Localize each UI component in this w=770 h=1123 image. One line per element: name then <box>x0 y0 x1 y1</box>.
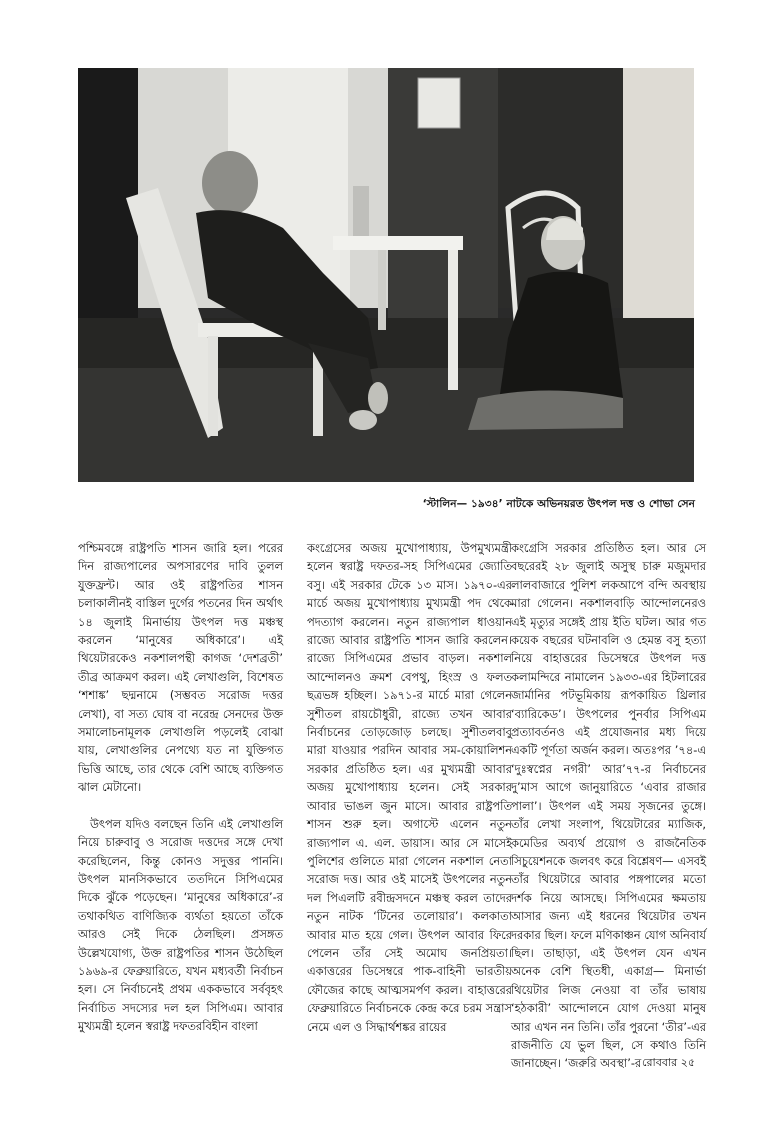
paragraph: কংগ্রেসি সরকার প্রতিষ্ঠিত হল। আর সে বছরেরই ২৮ জুলাই অসুস্থ চারু মজুমদার লালবাজারে পুলিশ লকআপে বন্দি অবস্থায় মারা গেলেন। নকশালবাড়ি আন্দোলনেরও এই মৃত্যুর সঙ্গেই প্রায় ইতি ঘটল। আর গত কয়েক বছরের ঘটনাবলি ও হেমন্ত বসু হত্যা নিয়ে বাহাত্তরের ডিসেম্বরে উৎপল দত্ত কলামন্দিরে নামালেন ১৯৩৩-এর হিটলারের জার্মানির পটভূমিকায় রূপকায়িত থ্রিলার ‘ব্যারিকেড’। উৎপলের পুনর্বার সিপিএম প্রত্যাবর্তনও এই প্রযোজনার মধ্য দিয়ে একটি পূর্ণতা অর্জন করল। অতঃপর ’৭৪-এ ‘দুঃস্বপ্নের নগরী’ আর’৭৭-র নির্বাচনের দু’মাস আগে জানুয়ারিতে ‘এবার রাজার পালা’। উৎপল এই সময় সৃজনের তুঙ্গে। তাঁর লেখা সংলাপ, থিয়েটারের ম্যাজিক, কমেডির অব্যর্থ প্রয়োগ ও রাজনৈতিক সিচুয়েশনকে জলবৎ করে বিশ্লেষণ— এসবই তাঁর থিয়েটারে আবার পঙ্গপালের মতো দর্শক নিয়ে আসছে। সিপিএমের ক্ষমতায় আসার জন্য এই ধরনের থিয়েটার তখন দরকার ছিল। ফলে মণিকাঞ্চন যোগ অনিবার্য ছিল। তাছাড়া, এই উৎপল যেন এখন অনেক বেশি স্থিতধী, একাগ্র— মিনার্ভা থিয়েটার লিজ নেওয়া বা তাঁর ভাষায় ‘হঠকারী’ আন্দোলনে যোগ দেওয়া মানুষ আর এখন নন তিনি। তাঁর পুরনো ‘তীর’-এর রাজনীতি যে ভুল ছিল, সে কথাও তিনি জানাচ্ছেন। ‘জরুরি অবস্থা’-র <box>511 541 706 1071</box>
text-column-1 <box>78 539 283 1036</box>
text-column-2 <box>307 539 512 1036</box>
stage-photo <box>78 68 694 482</box>
photo-caption: ‘স্টালিন— ১৯৩৪’ নাটকে অভিনয়রত উৎপল দত্ত ও শোভা সেন <box>422 498 695 510</box>
paragraph: কংগ্রেসের অজয় মুখোপাধ্যায়, উপমুখ্যমন্ত্রী হলেন স্বরাষ্ট্র দফতর-সহ সিপিএমের জ্যোতি বসু। এই সরকার টেকে ১৩ মাস। ১৯৭০-এর মার্চে অজয় মুখোপাধ্যায় মুখ্যমন্ত্রী পদ থেকে পদত্যাগ করলেন। নতুন রাজ্যপাল ধাওয়ান রাজ্যে আবার রাষ্ট্রপতি শাসন জারি করলেন। রাজ্যে সিপিএমের প্রভাব বাড়ল। নকশাল আন্দোলনও ক্রমশ বেপথু, হিংস্র ও ফলত ছত্রভঙ্গ হচ্ছিল। ১৯৭১-র মার্চে মারা গেলেন সুশীতল রায়চৌধুরী, রাজ্যে তখন আবার নির্বাচনের তোড়জোড় চলছে। সুশীতলবাবু মারা যাওয়ার পরদিন আবার সম-কোয়ালিশন সরকার প্রতিষ্ঠিত হল। এর মুখ্যমন্ত্রী আবার অজয় মুখোপাধ্যায় হলেন। সেই সরকার আবার ভাঙল জুন মাসে। আবার রাষ্ট্রপতি শাসন শুরু হল। অগাস্টে এলেন নতুন রাজ্যপাল এ. এল. ডায়াস। আর সে মাসেই পুলিশের গুলিতে মারা গেলেন নকশাল নেতা সরোজ দত্ত। আর ওই মাসেই উৎপলের নতুন দল পিএলটি রবীন্দ্রসদনে মঞ্চস্থ করল তাদের নতুন নাটক ‘টিনের তলোয়ার’। কলকাতা আবার মাত হয়ে গেল। উৎপল আবার ফিরে পেলেন তাঁর সেই অমোঘ জনপ্রিয়তা। একাত্তরের ডিসেম্বরে পাক-বাহিনী ভারতীয় ফৌজের কাছে আত্মসমর্পণ করল। বাহাত্তরের ফেব্রুয়ারিতে নির্বাচনকে কেন্দ্র করে চরম সন্ত্রাস নেমে এল ও সিদ্ধার্থশঙ্কর রায়ের <box>307 541 512 1034</box>
stage-photo-illustration <box>78 68 694 482</box>
text-column-3 <box>511 539 706 1073</box>
page-footer: রোববার ২৫ <box>642 1056 695 1069</box>
paragraph: পশ্চিমবঙ্গে রাষ্ট্রপতি শাসন জারি হল। পরের দিন রাজ্যপালের অপসারণের দাবি তুলল যুক্তফ্রন্ট। আর ওই রাষ্ট্রপতির শাসন চলাকালীনই বাস্তিল দুর্গের পতনের দিন অর্থাৎ ১৪ জুলাই মিনার্ভায় উৎপল দত্ত মঞ্চস্থ করলেন ‘মানুষের অধিকারে’। এই থিয়েটারকেও নকশালপন্থী কাগজ ‘দেশব্রতী’ তীব্র আক্রমণ করল। এই লেখাগুলি, বিশেষত ‘শশাঙ্ক’ ছদ্মনামে (সম্ভবত সরোজ দত্তর লেখা), বা সত্য ঘোষ বা নরেন্দ্র সেনদের উক্ত সমালোচনামূলক লেখাগুলি পড়লেই বোঝা যায়, লেখাগুলির নেপথ্যে যত না যুক্তিগত ভিত্তি আছে, তার থেকে বেশি আছে ব্যক্তিগত ঝাল মেটানো। <box>78 541 283 795</box>
paragraph: উৎপল যদিও বলছেন তিনি এই লেখাগুলি নিয়ে চারুবাবু ও সরোজ দত্তদের সঙ্গে দেখা করেছিলেন, কিন্তু কোনও সদুত্তর পাননি। উৎপল মানসিকভাবে ততদিনে সিপিএমের দিকে ঝুঁকে পড়েছেন। ‘মানুষের অধিকারে’-র তথাকথিত বাণিজ্যিক ব্যর্থতা হয়তো তাঁকে আরও সেই দিকে ঠেলছিল। প্রসঙ্গত উল্লেখযোগ্য, উক্ত রাষ্ট্রপতির শাসন উঠেছিল ১৯৬৯-র ফেব্রুয়ারিতে, যখন মধ্যবর্তী নির্বাচন হল। সে নির্বাচনেই প্রথম এককভাবে সর্ববৃহৎ নির্বাচিত সদস্যের দল হল সিপিএম। আবার মুখ্যমন্ত্রী হলেন স্বরাষ্ট্র দফতরবিহীন বাংলা <box>78 816 283 1034</box>
